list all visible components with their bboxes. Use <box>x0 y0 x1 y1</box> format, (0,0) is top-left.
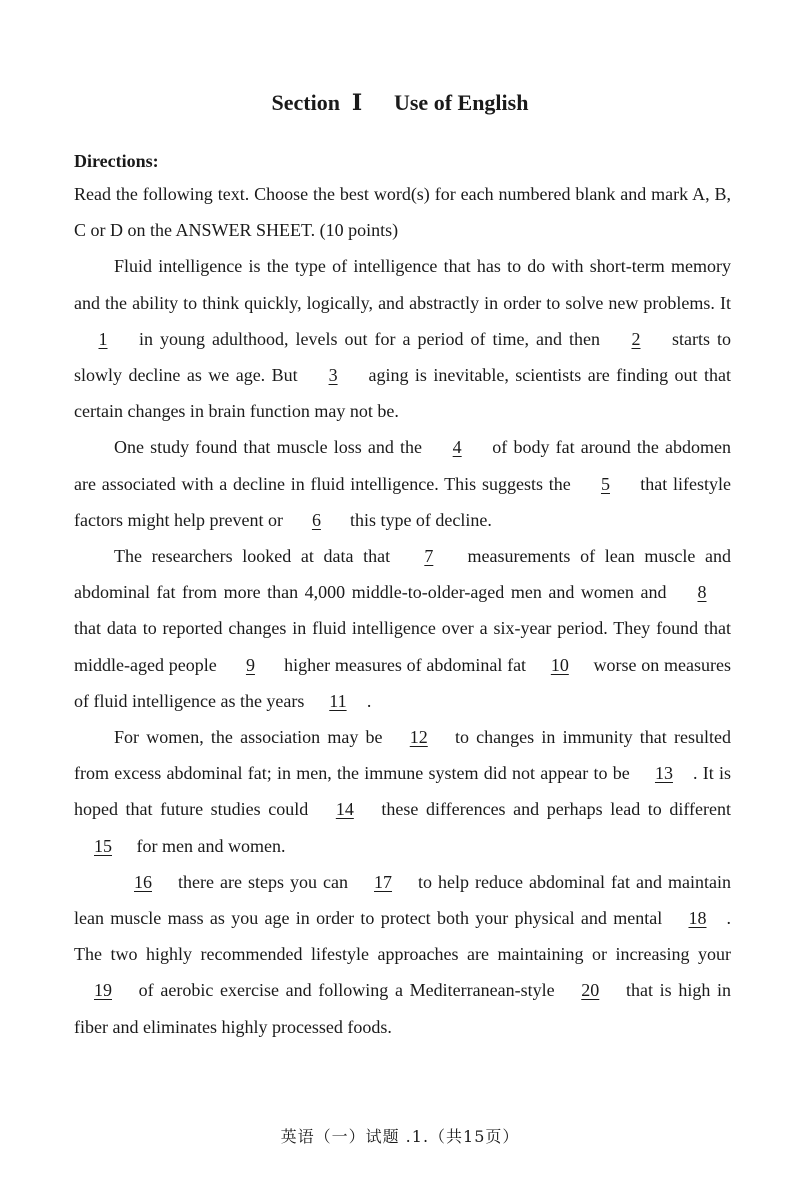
section-numeral: Ⅰ <box>351 90 363 115</box>
directions-text: Read the following text. Choose the best word(s) for each numbered blank and mark A, B, C or D on the ANSWER SHEET. (10 points) <box>74 184 731 241</box>
passage-paragraph-1 <box>74 248 731 429</box>
blank-3: 3 <box>328 365 338 386</box>
page-footer: 英语（一）试题 .1.（共15页） <box>280 1127 520 1146</box>
passage-text: that data to reported changes in fluid intelligence over a six-year period. They found that middle-aged people <box>74 618 731 675</box>
blank-5: 5 <box>600 473 610 494</box>
passage-paragraph-4 <box>74 719 731 864</box>
section-label: Section <box>271 90 340 115</box>
blank-18: 18 <box>688 908 707 929</box>
passage-text: The researchers looked at data that <box>114 546 400 567</box>
passage-paragraph-2 <box>74 429 731 538</box>
blank-20: 20 <box>581 980 600 1001</box>
passage-text: . The two highly recommended lifestyle approaches are maintaining or increasing your <box>74 908 731 965</box>
passage-text: For women, the association may be <box>114 727 390 748</box>
blank-17: 17 <box>374 871 393 892</box>
directions-heading: Directions: <box>74 151 159 171</box>
blank-14: 14 <box>335 799 354 820</box>
passage-text: for men and women. <box>132 835 286 856</box>
blank-16: 16 <box>134 871 152 892</box>
passage-paragraph-3 <box>74 538 731 719</box>
blank-12: 12 <box>409 727 428 748</box>
passage-text: of body fat around the abdomen are associated with a decline in fluid intelligence. This suggests the <box>74 437 731 494</box>
passage-text: worse on measures of fluid intelligence as the years <box>74 654 731 711</box>
section-title <box>0 90 800 116</box>
passage-text: measurements of lean muscle and abdominal fat from more than 4,000 middle-to-older-aged men and women and <box>74 546 731 603</box>
blank-9: 9 <box>245 654 255 675</box>
passage-text: that lifestyle factors might help prevent or <box>74 473 731 530</box>
passage-text: higher measures of abdominal fat <box>279 654 531 675</box>
passage-text: . It is hoped that future studies could <box>74 763 731 820</box>
blank-2: 2 <box>631 328 641 349</box>
passage-text: One study found that muscle loss and the <box>114 437 429 458</box>
passage-text: starts to slowly decline as we age. But <box>74 328 732 386</box>
blank-19: 19 <box>94 980 112 1001</box>
passage-body <box>74 176 731 1045</box>
passage-text: to changes in immunity that resulted from excess abdominal fat; in men, the immune system did not appear to be <box>74 727 731 784</box>
passage-text: that is high in fiber and eliminates highly processed foods. <box>74 980 732 1037</box>
blank-4: 4 <box>452 437 462 458</box>
blank-11: 11 <box>329 690 347 711</box>
passage-text: of aerobic exercise and following a Mediterranean-style <box>132 980 562 1001</box>
section-name: Use of English <box>393 90 529 115</box>
passage-text: in young adulthood, levels out for a period of time, and then <box>132 328 607 349</box>
passage-text: Fluid intelligence is the type of intelligence that has to do with short-term memory and the ability to think quickly, logically, and abstractly in order to solve new problems. It <box>74 256 731 313</box>
blank-10: 10 <box>550 654 569 675</box>
passage-text: aging is inevitable, scientists are finding out that certain changes in brain function may not be. <box>74 365 731 422</box>
blank-8: 8 <box>697 582 707 603</box>
passage-text: this type of decline. <box>345 509 492 530</box>
blank-15: 15 <box>94 835 112 856</box>
passage-text: . <box>366 690 372 711</box>
passage-text: to help reduce abdominal fat and maintain lean muscle mass as you age in order to protect both your physical and mental <box>74 871 731 929</box>
passage-text: there are steps you can <box>172 871 355 892</box>
blank-7: 7 <box>424 546 434 567</box>
blank-1: 1 <box>98 328 108 349</box>
blank-6: 6 <box>311 509 321 530</box>
blank-13: 13 <box>654 763 673 784</box>
passage-text: these differences and perhaps lead to different <box>373 799 731 820</box>
passage-paragraph-5 <box>74 864 731 1045</box>
